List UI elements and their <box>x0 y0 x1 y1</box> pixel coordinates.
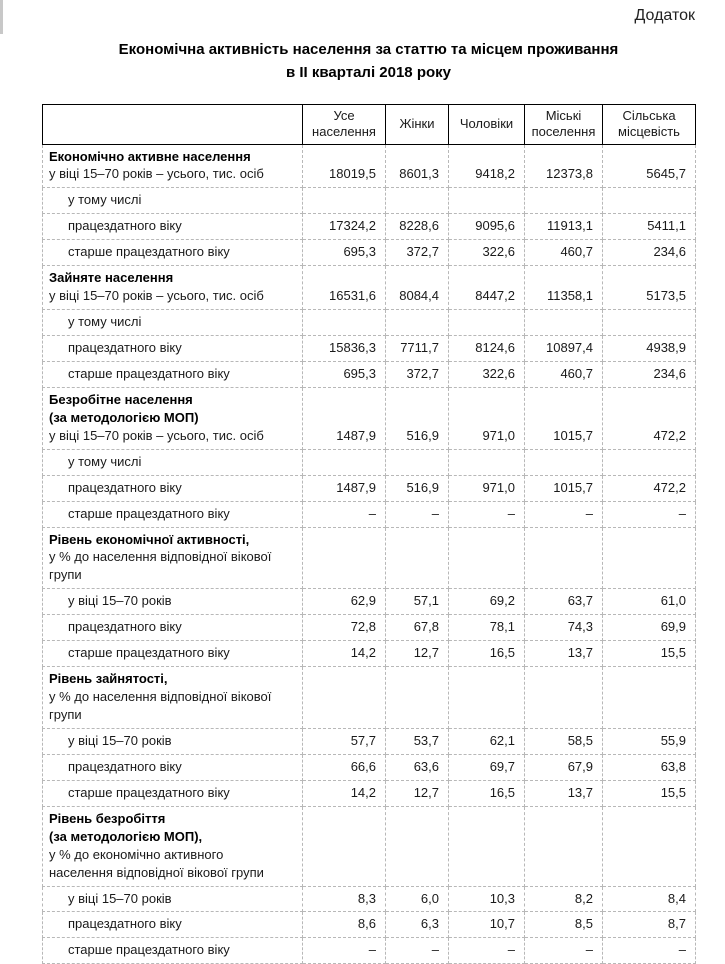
value-cell: 10,7 <box>449 912 525 938</box>
value-cell <box>303 527 386 589</box>
value-cell: – <box>603 938 696 964</box>
row-label-line: групи <box>49 707 82 722</box>
value-cell: 9418,2 <box>449 144 525 188</box>
value-cell: 55,9 <box>603 728 696 754</box>
value-cell: 17324,2 <box>303 214 386 240</box>
value-cell <box>525 806 603 886</box>
value-cell <box>386 527 449 589</box>
value-cell: 15,5 <box>603 780 696 806</box>
value-cell: 5173,5 <box>603 266 696 310</box>
value-cell: 63,8 <box>603 754 696 780</box>
value-cell: 460,7 <box>525 361 603 387</box>
value-cell: 69,9 <box>603 615 696 641</box>
row-label-line: (за методологією МОП) <box>49 409 199 425</box>
row-label-line: групи <box>49 567 82 583</box>
table-row <box>43 589 696 615</box>
value-cell: 78,1 <box>449 615 525 641</box>
row-label-line: Економічно активне населення <box>49 148 251 164</box>
value-cell: 5411,1 <box>603 214 696 240</box>
value-cell <box>386 667 449 729</box>
row-label-line: Рівень економічної активності, <box>49 531 250 547</box>
row-label-line: у % до населення відповідної вікової <box>49 689 272 705</box>
value-cell <box>525 527 603 589</box>
appendix-label: Додаток <box>634 7 695 24</box>
row-label <box>43 754 303 780</box>
value-cell: 472,2 <box>603 475 696 501</box>
row-label <box>43 361 303 387</box>
table-row <box>43 449 696 475</box>
table-row <box>43 641 696 667</box>
value-cell: 460,7 <box>525 240 603 266</box>
row-label-line: у віці 15–70 років <box>68 890 172 906</box>
column-header: Сільська місцевість <box>603 105 696 145</box>
row-label-line: працездатного віку <box>68 479 182 495</box>
value-cell: 10,3 <box>449 886 525 912</box>
value-cell: 5645,7 <box>603 144 696 188</box>
row-label-line: старше працездатного віку <box>68 942 230 958</box>
value-cell <box>525 188 603 214</box>
value-cell: 67,9 <box>525 754 603 780</box>
row-label <box>43 449 303 475</box>
value-cell: 7711,7 <box>386 336 449 362</box>
value-cell: 234,6 <box>603 240 696 266</box>
row-label <box>43 475 303 501</box>
row-label-line: Безробітне населення <box>49 391 193 407</box>
value-cell: 8,3 <box>303 886 386 912</box>
row-label-line: у віці 15–70 років <box>68 732 172 748</box>
table-row <box>43 667 696 729</box>
row-label <box>43 667 303 729</box>
scan-edge-artifact <box>0 0 3 34</box>
value-cell <box>603 188 696 214</box>
row-label-line: у тому числі <box>68 192 142 208</box>
table-row <box>43 501 696 527</box>
row-label <box>43 240 303 266</box>
table-row <box>43 728 696 754</box>
value-cell <box>386 310 449 336</box>
value-cell: 472,2 <box>603 387 696 449</box>
value-cell: 53,7 <box>386 728 449 754</box>
table-row <box>43 615 696 641</box>
table-row <box>43 475 696 501</box>
value-cell: 14,2 <box>303 780 386 806</box>
value-cell: 14,2 <box>303 641 386 667</box>
table-row <box>43 144 696 188</box>
row-label-line: працездатного віку <box>68 619 182 635</box>
row-label-line: старше працездатного віку <box>68 505 230 521</box>
row-label-line: у віці 15–70 років – усього, тис. осіб <box>49 166 264 182</box>
title-line-1: Економічна активність населення за статтю та місцем проживання <box>118 41 619 58</box>
row-label-line: (за методологією МОП), <box>49 828 203 844</box>
statistics-table <box>42 104 696 964</box>
table-row <box>43 361 696 387</box>
value-cell: 57,1 <box>386 589 449 615</box>
value-cell <box>603 667 696 729</box>
value-cell <box>303 449 386 475</box>
column-header: Жінки <box>386 105 449 145</box>
value-cell: 9095,6 <box>449 214 525 240</box>
value-cell: 13,7 <box>525 641 603 667</box>
value-cell: – <box>386 938 449 964</box>
value-cell: 971,0 <box>449 387 525 449</box>
row-label <box>43 310 303 336</box>
value-cell: 234,6 <box>603 361 696 387</box>
value-cell <box>603 449 696 475</box>
value-cell: 4938,9 <box>603 336 696 362</box>
row-label <box>43 527 303 589</box>
value-cell: 8228,6 <box>386 214 449 240</box>
row-label <box>43 589 303 615</box>
row-label <box>43 144 303 188</box>
value-cell: 8,7 <box>603 912 696 938</box>
table-row <box>43 886 696 912</box>
value-cell: 8084,4 <box>386 266 449 310</box>
row-label-line: у тому числі <box>68 453 142 469</box>
value-cell: 971,0 <box>449 475 525 501</box>
table-row <box>43 188 696 214</box>
row-label <box>43 214 303 240</box>
table-row <box>43 266 696 310</box>
column-header: Усе населення <box>303 105 386 145</box>
row-label-line: у віці 15–70 років – усього, тис. осіб <box>49 288 264 304</box>
column-header: Чоловіки <box>449 105 525 145</box>
row-label-line: у % до економічно активного <box>49 846 224 862</box>
value-cell: – <box>603 501 696 527</box>
row-label <box>43 501 303 527</box>
value-cell: 8,2 <box>525 886 603 912</box>
row-label-line: у тому числі <box>68 314 142 330</box>
value-cell <box>449 188 525 214</box>
row-label-line: у віці 15–70 років – усього, тис. осіб <box>49 427 264 443</box>
title-line-2: в ІІ кварталі 2018 року <box>286 63 451 81</box>
value-cell: 8124,6 <box>449 336 525 362</box>
value-cell <box>449 449 525 475</box>
value-cell: 8601,3 <box>386 144 449 188</box>
value-cell: 16,5 <box>449 780 525 806</box>
value-cell <box>386 806 449 886</box>
value-cell: – <box>525 501 603 527</box>
value-cell: 13,7 <box>525 780 603 806</box>
row-label <box>43 912 303 938</box>
value-cell: 16,5 <box>449 641 525 667</box>
table-row <box>43 240 696 266</box>
value-cell: 74,3 <box>525 615 603 641</box>
value-cell: 15836,3 <box>303 336 386 362</box>
value-cell: – <box>449 501 525 527</box>
row-label-line: населення відповідної вікової групи <box>49 864 264 880</box>
row-label <box>43 615 303 641</box>
row-label-line: Рівень зайнятості, <box>49 671 168 687</box>
row-label <box>43 806 303 886</box>
row-label-line: старше працездатного віку <box>68 244 230 260</box>
row-label-line: працездатного віку <box>68 916 182 932</box>
value-cell: 10897,4 <box>525 336 603 362</box>
value-cell: 11358,1 <box>525 266 603 310</box>
row-label-line: старше працездатного віку <box>68 784 230 800</box>
value-cell <box>303 188 386 214</box>
value-cell: 6,0 <box>386 886 449 912</box>
value-cell: 62,9 <box>303 589 386 615</box>
value-cell: 372,7 <box>386 240 449 266</box>
value-cell: 1487,9 <box>303 387 386 449</box>
row-label <box>43 938 303 964</box>
row-label <box>43 780 303 806</box>
value-cell <box>525 667 603 729</box>
row-label <box>43 886 303 912</box>
value-cell: 62,1 <box>449 728 525 754</box>
value-cell <box>303 310 386 336</box>
value-cell: 63,6 <box>386 754 449 780</box>
value-cell <box>603 527 696 589</box>
value-cell: 372,7 <box>386 361 449 387</box>
table-row <box>43 754 696 780</box>
value-cell <box>449 667 525 729</box>
row-label-line: працездатного віку <box>68 218 182 234</box>
row-label-line: старше працездатного віку <box>68 645 230 661</box>
table-row <box>43 336 696 362</box>
value-cell <box>449 310 525 336</box>
value-cell: 69,7 <box>449 754 525 780</box>
table-row <box>43 938 696 964</box>
value-cell: 58,5 <box>525 728 603 754</box>
value-cell: 695,3 <box>303 361 386 387</box>
value-cell <box>525 310 603 336</box>
value-cell: 15,5 <box>603 641 696 667</box>
table-header-row <box>43 105 696 145</box>
row-label-line: у віці 15–70 років <box>68 593 172 609</box>
value-cell <box>386 449 449 475</box>
value-cell: 61,0 <box>603 589 696 615</box>
value-cell: 16531,6 <box>303 266 386 310</box>
value-cell: 69,2 <box>449 589 525 615</box>
value-cell <box>303 806 386 886</box>
row-label <box>43 336 303 362</box>
value-cell: 695,3 <box>303 240 386 266</box>
row-label-line: у % до населення відповідної вікової <box>49 549 272 565</box>
value-cell: 516,9 <box>386 475 449 501</box>
value-cell: 11913,1 <box>525 214 603 240</box>
value-cell: 57,7 <box>303 728 386 754</box>
value-cell: 8,6 <box>303 912 386 938</box>
value-cell: – <box>303 501 386 527</box>
value-cell <box>303 667 386 729</box>
document-title <box>42 39 695 84</box>
value-cell <box>449 527 525 589</box>
value-cell: – <box>386 501 449 527</box>
row-label <box>43 266 303 310</box>
value-cell: 322,6 <box>449 361 525 387</box>
table-row <box>43 912 696 938</box>
table-row <box>43 387 696 449</box>
row-label <box>43 188 303 214</box>
table-row <box>43 527 696 589</box>
value-cell: 67,8 <box>386 615 449 641</box>
header-empty-cell <box>43 105 303 145</box>
value-cell: 516,9 <box>386 387 449 449</box>
value-cell: 8,4 <box>603 886 696 912</box>
value-cell: 1015,7 <box>525 387 603 449</box>
value-cell: – <box>525 938 603 964</box>
value-cell: 1015,7 <box>525 475 603 501</box>
value-cell <box>525 449 603 475</box>
value-cell: 1487,9 <box>303 475 386 501</box>
value-cell <box>603 806 696 886</box>
value-cell: 12,7 <box>386 780 449 806</box>
value-cell: – <box>303 938 386 964</box>
value-cell: – <box>449 938 525 964</box>
value-cell: 63,7 <box>525 589 603 615</box>
row-label-line: старше працездатного віку <box>68 365 230 381</box>
value-cell: 18019,5 <box>303 144 386 188</box>
row-label-line: працездатного віку <box>68 758 182 774</box>
value-cell: 322,6 <box>449 240 525 266</box>
value-cell <box>603 310 696 336</box>
value-cell <box>449 806 525 886</box>
value-cell: 72,8 <box>303 615 386 641</box>
value-cell: 66,6 <box>303 754 386 780</box>
table-row <box>43 806 696 886</box>
value-cell: 6,3 <box>386 912 449 938</box>
value-cell: 12373,8 <box>525 144 603 188</box>
row-label-line: працездатного віку <box>68 340 182 355</box>
row-label-line: Зайняте населення <box>49 270 174 286</box>
value-cell <box>386 188 449 214</box>
table-row <box>43 310 696 336</box>
row-label-line: Рівень безробіття <box>49 810 166 826</box>
table-row <box>43 780 696 806</box>
row-label <box>43 728 303 754</box>
table-row <box>43 214 696 240</box>
row-label <box>43 641 303 667</box>
column-header: Міські поселення <box>525 105 603 145</box>
value-cell: 12,7 <box>386 641 449 667</box>
row-label <box>43 387 303 449</box>
value-cell: 8447,2 <box>449 266 525 310</box>
value-cell: 8,5 <box>525 912 603 938</box>
